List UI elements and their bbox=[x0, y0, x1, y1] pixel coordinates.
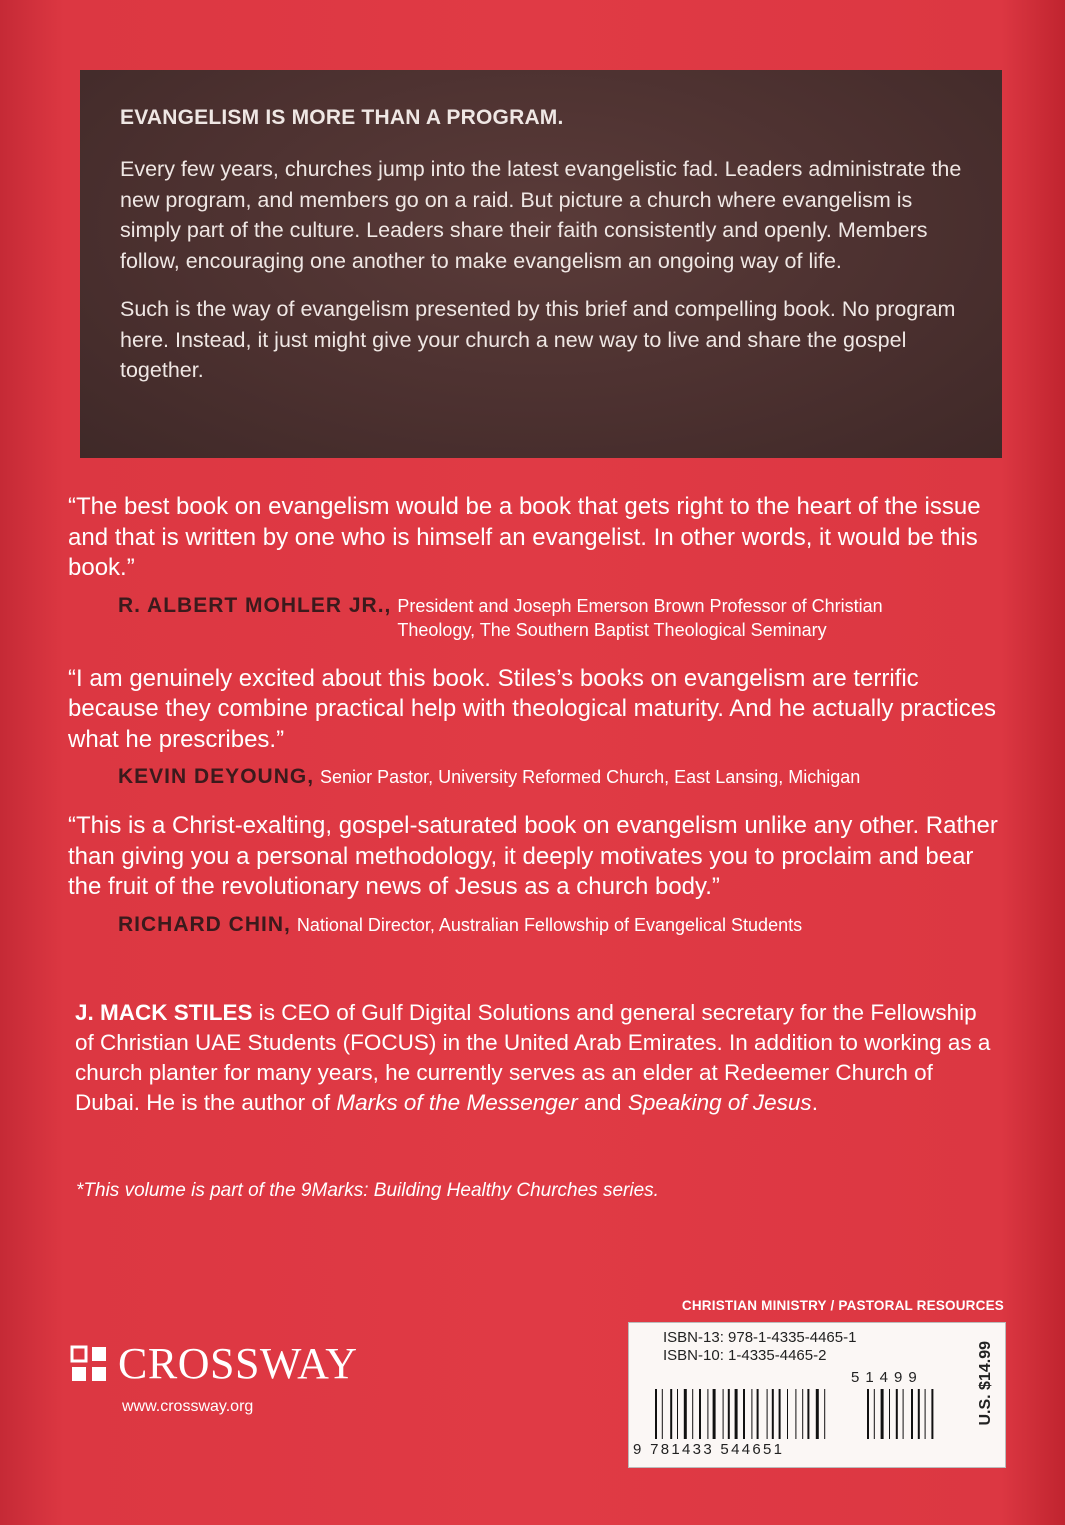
author-bio-text: and bbox=[577, 1090, 628, 1115]
endorsement-quote: “This is a Christ-exalting, gospel-saturated book on evangelism unlike any other. Rather than giving you a personal methodology, it deeply motivates you to proclaim and bear the fruit of the revolutionary news of Jesus as a church body.” bbox=[68, 812, 998, 900]
barcode-bar bbox=[713, 1389, 716, 1439]
endorsement-quote: “I am genuinely excited about this book. Stiles’s books on evangelism are terrific because they combine practical help with theological maturity. And he actually practices what he prescribes.” bbox=[68, 664, 997, 753]
price-label: U.S. $14.99 bbox=[977, 1341, 994, 1426]
barcode-bar bbox=[896, 1389, 898, 1439]
endorsement bbox=[68, 664, 1008, 790]
blurb-paragraph-1: Every few years, churches jump into the latest evangelistic fad. Leaders administrate the new program, and members go on a raid. But picture a church where evangelism is simply part of the culture. Leaders share their faith consistently and openly. Members follow, encouraging one another to make evangelism an ongoing way of life. bbox=[120, 157, 962, 273]
barcode-box bbox=[628, 1322, 1006, 1468]
publisher-url: www.crossway.org bbox=[122, 1398, 254, 1415]
barcode-icon bbox=[635, 1369, 965, 1443]
barcode-bar bbox=[911, 1389, 913, 1439]
barcode-bar bbox=[655, 1389, 657, 1439]
endorser-role: National Director, Australian Fellowship of Evangelical Students bbox=[296, 914, 803, 935]
barcode-bar bbox=[903, 1389, 904, 1439]
isbn-10: ISBN-10: 1-4335-4465-2 bbox=[663, 1347, 827, 1364]
author-name: J. MACK STILES bbox=[75, 1000, 253, 1025]
author-bio-text: . bbox=[811, 1090, 818, 1115]
barcode-bar bbox=[677, 1389, 678, 1439]
barcode-bar bbox=[874, 1389, 875, 1439]
barcode-bar bbox=[802, 1389, 803, 1439]
barcode-bar bbox=[889, 1389, 890, 1439]
price-code: 51499 bbox=[851, 1369, 923, 1386]
barcode-bar bbox=[925, 1389, 926, 1439]
barcode-bar bbox=[807, 1389, 809, 1439]
endorsement-attribution bbox=[68, 913, 1008, 937]
barcode-bar bbox=[816, 1389, 819, 1439]
endorser-name: R. ALBERT MOHLER JR., bbox=[118, 593, 392, 617]
book-title: Speaking of Jesus bbox=[627, 1090, 812, 1115]
blurb-paragraph-2: Such is the way of evangelism presented by this brief and compelling book. No program here. Instead, it just might give your church a new way to live and share the gospel together. bbox=[120, 297, 956, 382]
barcode-bar bbox=[824, 1389, 825, 1439]
barcode-bar bbox=[707, 1389, 708, 1439]
series-note: *This volume is part of the 9Marks: Building Healthy Churches series. bbox=[76, 1180, 659, 1201]
endorser-name: RICHARD CHIN, bbox=[118, 912, 291, 936]
endorsements bbox=[68, 492, 1008, 959]
crossway-logo-icon bbox=[70, 1345, 108, 1383]
barcode-bar bbox=[723, 1389, 724, 1439]
barcode-bar bbox=[787, 1389, 788, 1439]
blurb-heading: EVANGELISM IS MORE THAN A PROGRAM. bbox=[120, 106, 564, 129]
barcode-bar bbox=[918, 1389, 920, 1439]
barcode-bar bbox=[767, 1389, 768, 1439]
endorsement-quote: “The best book on evangelism would be a book that gets right to the heart of the issue and that is written by one who is himself an evangelist. In other words, it would be this book.” bbox=[68, 493, 981, 581]
barcode-bar bbox=[735, 1389, 738, 1439]
barcode-bar bbox=[670, 1389, 672, 1439]
barcode-bar bbox=[772, 1389, 774, 1439]
endorser-role: Senior Pastor, University Reformed Church, East Lansing, Michigan bbox=[320, 767, 861, 787]
barcode-bar bbox=[699, 1389, 701, 1439]
barcode-bar bbox=[779, 1389, 781, 1439]
author-bio bbox=[75, 998, 995, 1118]
barcode-bar bbox=[662, 1389, 663, 1439]
isbn-13: ISBN-13: 978-1-4335-4465-1 bbox=[663, 1329, 857, 1346]
barcode-bar bbox=[684, 1389, 687, 1439]
publisher bbox=[70, 1339, 390, 1416]
barcode-bar bbox=[728, 1389, 730, 1439]
barcode-bar bbox=[743, 1389, 745, 1439]
endorsement bbox=[68, 811, 1008, 937]
publisher-name: CROSSWAY bbox=[118, 1339, 358, 1388]
barcode-bar bbox=[867, 1389, 869, 1439]
author-bio-text: is CEO of Gulf Digital Solutions and general secretary for the Fellowship of Christian UAE Students (FOCUS) in the United Arab Emirates. In addition to working as a church planter for many years, he currently serves as an elder at Redeemer Church of Dubai. He is the author of bbox=[75, 1000, 991, 1115]
barcode-bar bbox=[795, 1389, 796, 1439]
barcode-bar bbox=[881, 1389, 884, 1439]
blurb-box bbox=[80, 70, 1002, 458]
publisher-logo bbox=[70, 1339, 390, 1388]
barcode-bar bbox=[692, 1389, 693, 1439]
book-title: Marks of the Messenger bbox=[336, 1090, 578, 1115]
barcode-bar bbox=[751, 1389, 752, 1439]
endorsement bbox=[68, 492, 1008, 642]
endorser-name: KEVIN DEYOUNG, bbox=[118, 765, 315, 788]
barcode-bar bbox=[757, 1389, 759, 1439]
endorser-role: President and Joseph Emerson Brown Professor of Christian Theology, The Southern Baptist Theological Seminary bbox=[397, 595, 883, 640]
category-label: CHRISTIAN MINISTRY / PASTORAL RESOURCES bbox=[681, 1298, 1004, 1313]
ean-number: 9 781433 544651 bbox=[633, 1441, 785, 1458]
endorsement-attribution bbox=[68, 594, 1008, 642]
endorsement-attribution bbox=[68, 765, 1008, 789]
barcode-bar bbox=[931, 1389, 933, 1439]
